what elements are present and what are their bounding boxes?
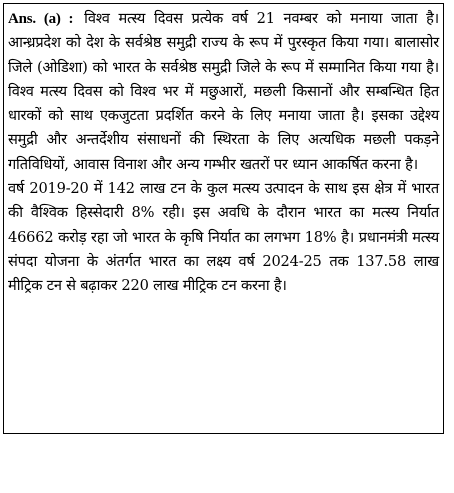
- answer-label: Ans. (a) :: [8, 11, 74, 27]
- answer-text-1: विश्व मत्स्य दिवस प्रत्येक वर्ष 21 नवम्बर को मनाया जाता है। आन्ध्रप्रदेश को देश के सर्वश्रेष्ठ समुद्री राज्य के रूप में पुरस्कृत किया गया। बालासोर जिले (ओडिशा) को भारत के सर्वश्रेष्ठ समुद्री जिले के रूप में सम्मानित किया गया है। विश्व मत्स्य दिवस को विश्व भर में मछुआरों, मछली किसानों और सम्बन्धित हित धारकों को साथ एकजुटता प्रदर्शित करने के लिए मनाया जाता है। इसका उद्देश्य समुद्री और अन्तर्देशीय संसाधनों की स्थिरता के लिए अत्यधिक मछली पकड़ने गतिविधियों, आवास विनाश और अन्य गम्भीर खतरों पर ध्यान आकर्षित करना है।: [8, 10, 439, 173]
- answer-paragraph-2: वर्ष 2019-20 में 142 लाख टन के कुल मत्स्य उत्पादन के साथ इस क्षेत्र में भारत की वैश्विक हिस्सेदारी 8% रही। इस अवधि के दौरान भारत का मत्स्य निर्यात 46662 करोड़ रहा जो भारत के कृषि निर्यात का लगभग 18% है। प्रधानमंत्री मत्स्य संपदा योजना के अंतर्गत भारत का लक्ष्य वर्ष 2024-25 तक 137.58 लाख मीट्रिक टन से बढ़ाकर 220 लाख मीट्रिक टन करना है।: [8, 180, 439, 295]
- answer-box: [3, 3, 444, 434]
- answer-paragraph-1: [8, 7, 439, 177]
